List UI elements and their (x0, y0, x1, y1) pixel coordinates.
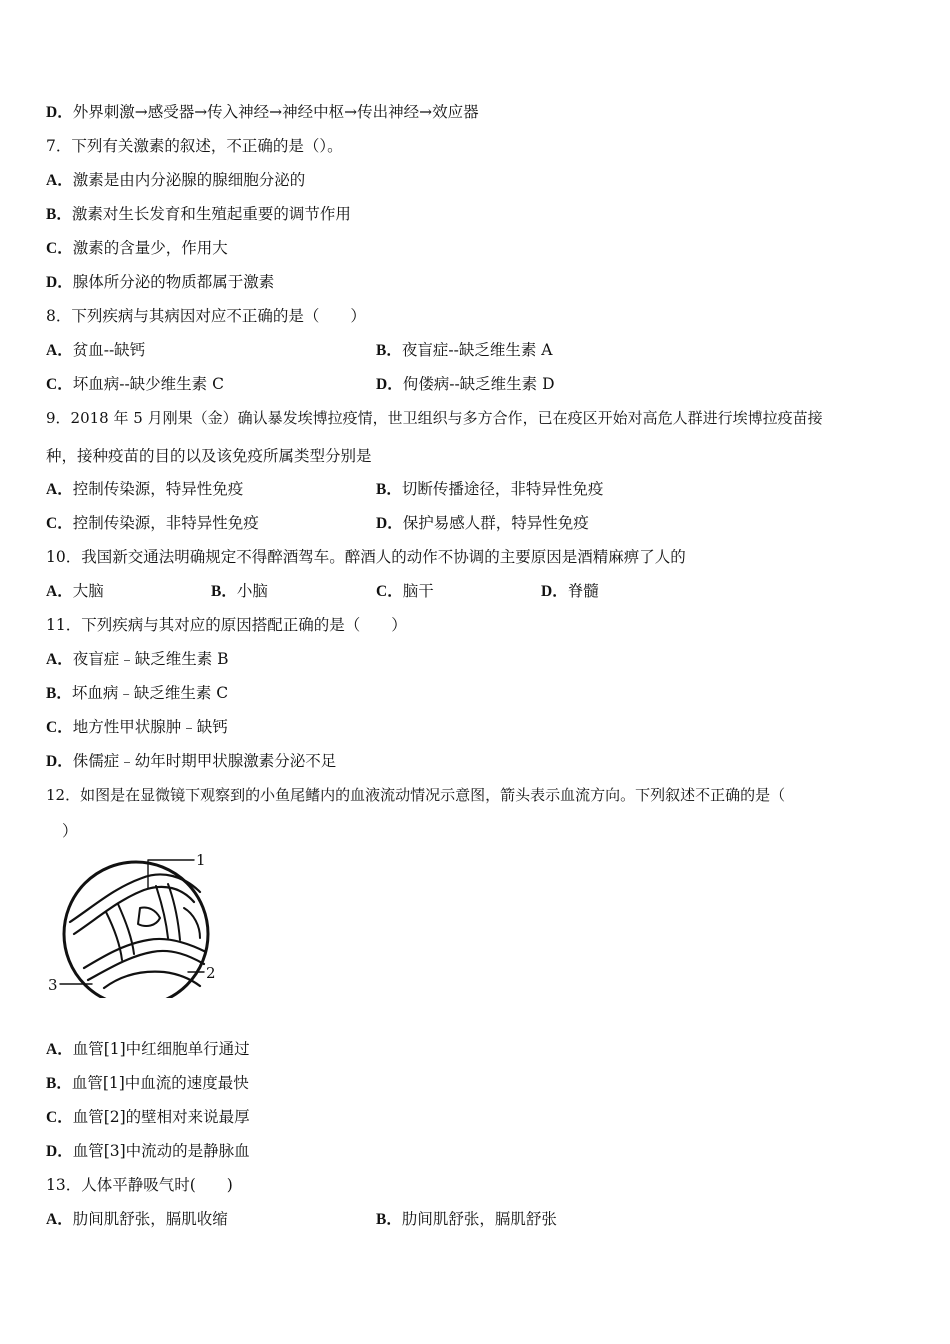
microscope-view-diagram (44, 848, 224, 998)
option-label: C． (46, 719, 73, 736)
q7-option-c (46, 237, 228, 260)
vessel-path (168, 884, 180, 940)
q9-option-c (46, 512, 259, 535)
figure-label-2: 2 (206, 964, 216, 982)
option-text: 夜盲症--缺乏维生素 A (401, 341, 553, 359)
option-text: 小脑 (236, 582, 268, 600)
option-label: D． (46, 1143, 73, 1160)
option-label: A． (46, 1041, 73, 1058)
q8-option-a (46, 339, 145, 362)
q8-option-c (46, 373, 224, 396)
option-text: 血管[3]中流动的是静脉血 (72, 1142, 250, 1160)
option-label: B． (376, 1211, 402, 1228)
q8-stem: 8．下列疾病与其病因对应不正确的是（ ） (46, 307, 366, 325)
option-text: 切断传播途径，非特异性免疫 (401, 480, 604, 498)
option-text: 贫血--缺钙 (72, 341, 146, 359)
q7-option-b (46, 203, 351, 226)
option-label: C． (376, 583, 403, 600)
option-text: 激素对生长发育和生殖起重要的调节作用 (71, 205, 351, 223)
vessel-path (70, 874, 200, 922)
option-label: C． (46, 240, 73, 257)
blood-flow-figure (44, 848, 224, 998)
vessel-loop (138, 907, 160, 926)
q12-option-b (46, 1072, 249, 1095)
figure-label-1: 1 (196, 851, 206, 869)
q10-stem: 10．我国新交通法明确规定不得醉酒驾车。醉酒人的动作不协调的主要原因是酒精麻痹了人的 (46, 548, 686, 566)
option-label: C． (46, 1109, 73, 1126)
q10-option-a (46, 580, 104, 603)
q8-option-d (376, 373, 555, 396)
q11-option-b (46, 682, 228, 705)
option-label: C． (46, 515, 73, 532)
option-label: D． (46, 274, 73, 291)
q9-option-d (376, 512, 589, 535)
q12-option-d (46, 1140, 250, 1163)
option-label: D． (46, 104, 73, 121)
option-label: D． (376, 515, 403, 532)
vessel-path (184, 908, 200, 938)
option-text: 地方性甲状腺肿﹣缺钙 (72, 718, 228, 736)
option-text: 坏血病--缺少维生素 C (72, 375, 224, 393)
option-text: 激素的含量少，作用大 (72, 239, 228, 257)
option-label: B． (376, 342, 402, 359)
option-label: B． (46, 206, 72, 223)
option-text: 血管[2]的壁相对来说最厚 (72, 1108, 250, 1126)
option-label: A． (46, 172, 73, 189)
q10-option-b (211, 580, 268, 603)
q9-option-b (376, 478, 603, 501)
option-label: B． (46, 685, 72, 702)
q13-stem: 13．人体平静吸气时( ) (46, 1176, 233, 1194)
option-label: A． (46, 342, 73, 359)
q10-option-d (541, 580, 599, 603)
option-text: 血管[1]中红细胞单行通过 (72, 1040, 250, 1058)
option-label: D． (376, 376, 403, 393)
option-label: D． (541, 583, 568, 600)
q13-option-b (376, 1208, 557, 1231)
option-label: B． (211, 583, 237, 600)
option-text: 大脑 (72, 582, 104, 600)
q12-option-a (46, 1038, 250, 1061)
option-text: 夜盲症﹣缺乏维生素 B (72, 650, 229, 668)
q11-option-a (46, 648, 229, 671)
q7-stem: 7．下列有关激素的叙述，不正确的是（）。 (46, 137, 343, 155)
option-text: 控制传染源，特异性免疫 (72, 480, 244, 498)
option-label: A． (46, 583, 73, 600)
option-text: 控制传染源，非特异性免疫 (72, 514, 259, 532)
q9-option-a (46, 478, 243, 501)
q9-stem-line1: 9．2018 年 5 月刚果（金）确认暴发埃博拉疫情，世卫组织与多方合作，已在疫区开始对高危人群进行埃博拉疫苗接 (46, 409, 823, 427)
q11-option-c (46, 716, 228, 739)
q7-option-d (46, 271, 274, 294)
option-label: A． (46, 481, 73, 498)
option-label: A． (46, 651, 73, 668)
option-text: 激素是由内分泌腺的腺细胞分泌的 (72, 171, 306, 189)
option-text: 侏儒症﹣幼年时期甲状腺激素分泌不足 (72, 752, 337, 770)
option-text: 保护易感人群，特异性免疫 (402, 514, 589, 532)
option-text: 腺体所分泌的物质都属于激素 (72, 273, 275, 291)
option-label: B． (46, 1075, 72, 1092)
q8-option-b (376, 339, 552, 362)
q9-stem-line2: 种，接种疫苗的目的以及该免疫所属类型分别是 (46, 447, 372, 465)
q12-option-c (46, 1106, 250, 1129)
option-label: D． (46, 753, 73, 770)
q11-stem: 11．下列疾病与其对应的原因搭配正确的是（ ） (46, 616, 407, 634)
vessel-path (156, 886, 168, 938)
option-label: C． (46, 376, 73, 393)
q11-option-d (46, 750, 336, 773)
q12-stem-line1: 12．如图是在显微镜下观察到的小鱼尾鳍内的血液流动情况示意图，箭头表示血流方向。下列叙述不正确的是（ (46, 786, 786, 804)
figure-label-3: 3 (48, 976, 58, 994)
option-text: 坏血病﹣缺乏维生素 C (71, 684, 229, 702)
q10-option-c (376, 580, 434, 603)
q6-option-d (46, 101, 479, 124)
option-text: 脑干 (402, 582, 434, 600)
option-label: B． (376, 481, 402, 498)
vessel-path (106, 912, 122, 960)
option-label: A． (46, 1211, 73, 1228)
option-text: 佝偻病--缺乏维生素 D (402, 375, 555, 393)
q12-stem-line2: ） (62, 822, 78, 840)
option-text: 脊髓 (567, 582, 599, 600)
option-text: 外界刺激→感受器→传入神经→神经中枢→传出神经→效应器 (72, 103, 479, 121)
option-text: 肋间肌舒张，膈肌舒张 (401, 1210, 557, 1228)
q7-option-a (46, 169, 305, 192)
option-text: 血管[1]中血流的速度最快 (71, 1074, 249, 1092)
q13-option-a (46, 1208, 228, 1231)
option-text: 肋间肌舒张，膈肌收缩 (72, 1210, 228, 1228)
